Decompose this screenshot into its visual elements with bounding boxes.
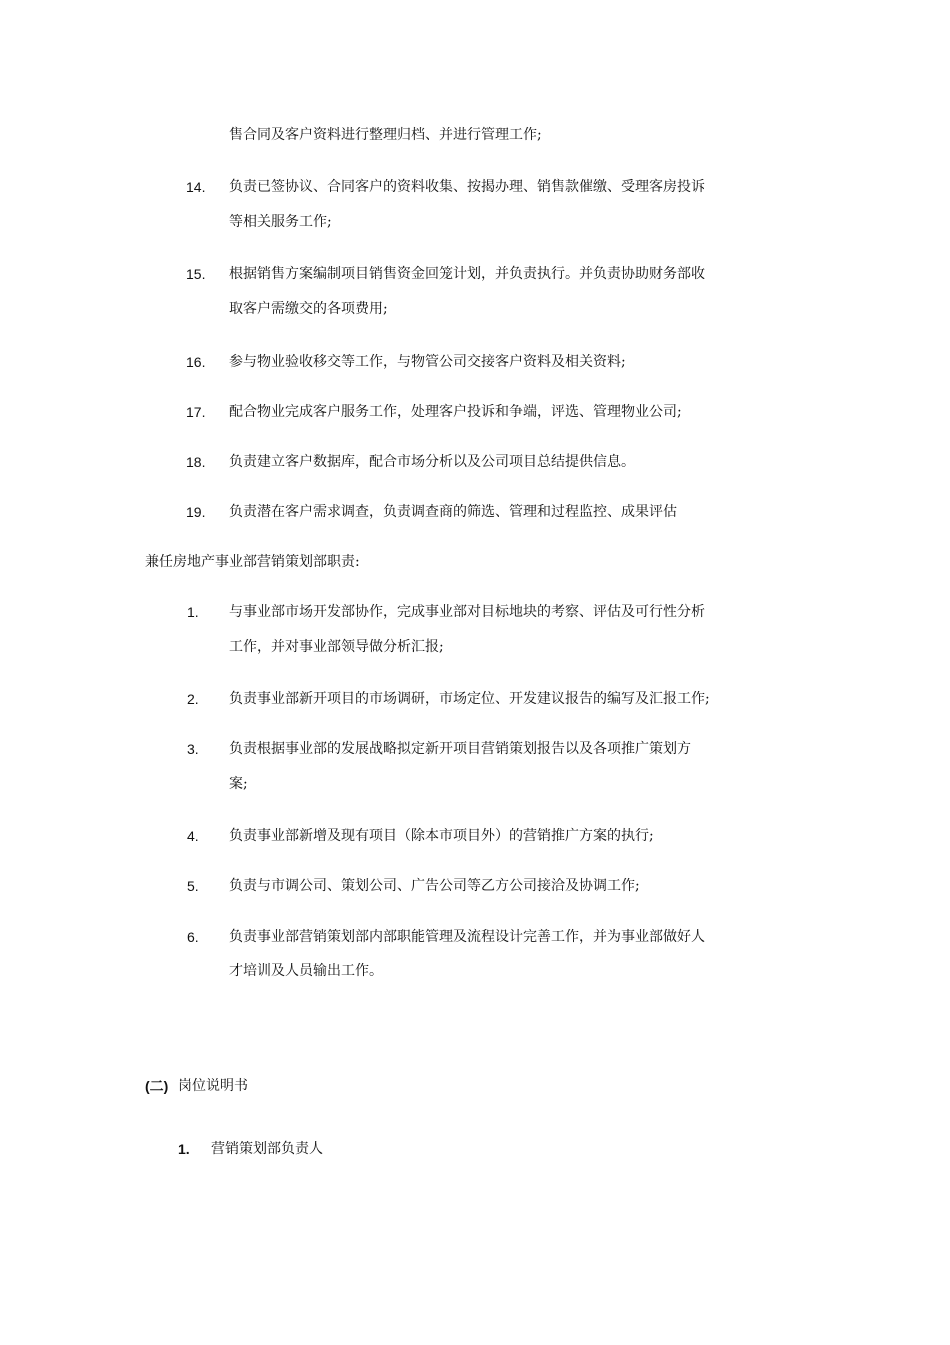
list-item-line: 与事业部市场开发部协作，完成事业部对目标地块的考察、评估及可行性分析	[229, 604, 705, 620]
list-number: 14.	[186, 179, 206, 195]
list-number: 1.	[187, 604, 199, 620]
list-number: 4.	[187, 828, 199, 844]
list-item-line: 负责潜在客户需求调查，负责调查商的筛选、管理和过程监控、成果评估	[229, 504, 677, 520]
list-item-line: 负责已签协议、合同客户的资料收集、按揭办理、销售款催缴、受理客房投诉	[229, 179, 705, 195]
list-item-line: 等相关服务工作;	[229, 214, 332, 230]
list-item-line: 参与物业验收移交等工作，与物管公司交接客户资料及相关资料;	[229, 354, 626, 370]
continuation-line: 售合同及客户资料进行整理归档、并进行管理工作;	[229, 127, 542, 143]
list-number: 5.	[187, 878, 199, 894]
list-item-line: 负责事业部新增及现有项目（除本市项目外）的营销推广方案的执行;	[229, 828, 654, 844]
list-item-line: 负责与市调公司、策划公司、广告公司等乙方公司接洽及协调工作;	[229, 878, 640, 894]
list-item-line: 负责事业部营销策划部内部职能管理及流程设计完善工作，并为事业部做好人	[229, 929, 705, 945]
list-item-line: 负责根据事业部的发展战略拟定新开项目营销策划报告以及各项推广策划方	[229, 741, 691, 757]
list-number: 6.	[187, 929, 199, 945]
list-item-line: 工作，并对事业部领导做分析汇报;	[229, 639, 444, 655]
list-item-line: 案;	[229, 776, 248, 792]
list-number: 15.	[186, 266, 206, 282]
section-heading: 兼任房地产事业部营销策划部职责:	[145, 554, 360, 570]
list-item-line: 根据销售方案编制项目销售资金回笼计划，并负责执行。并负责协助财务部收	[229, 266, 705, 282]
item-number: 1.	[178, 1141, 190, 1157]
list-number: 2.	[187, 691, 199, 707]
list-item-line: 负责事业部新开项目的市场调研，市场定位、开发建议报告的编写及汇报工作;	[229, 691, 710, 707]
list-item-line: 负责建立客户数据库，配合市场分析以及公司项目总结提供信息。	[229, 454, 635, 470]
list-number: 19.	[186, 504, 206, 520]
list-number: 3.	[187, 741, 199, 757]
list-item-line: 取客户需缴交的各项费用;	[229, 301, 388, 317]
list-number: 18.	[186, 454, 206, 470]
subsection-prefix: (二)	[145, 1078, 169, 1094]
list-item-line: 才培训及人员输出工作。	[229, 963, 383, 979]
list-item-line: 配合物业完成客户服务工作，处理客户投诉和争端，评选、管理物业公司;	[229, 404, 682, 420]
list-number: 16.	[186, 354, 206, 370]
list-number: 17.	[186, 404, 206, 420]
item-title: 营销策划部负责人	[211, 1141, 323, 1157]
subsection-title: 岗位说明书	[178, 1078, 248, 1094]
